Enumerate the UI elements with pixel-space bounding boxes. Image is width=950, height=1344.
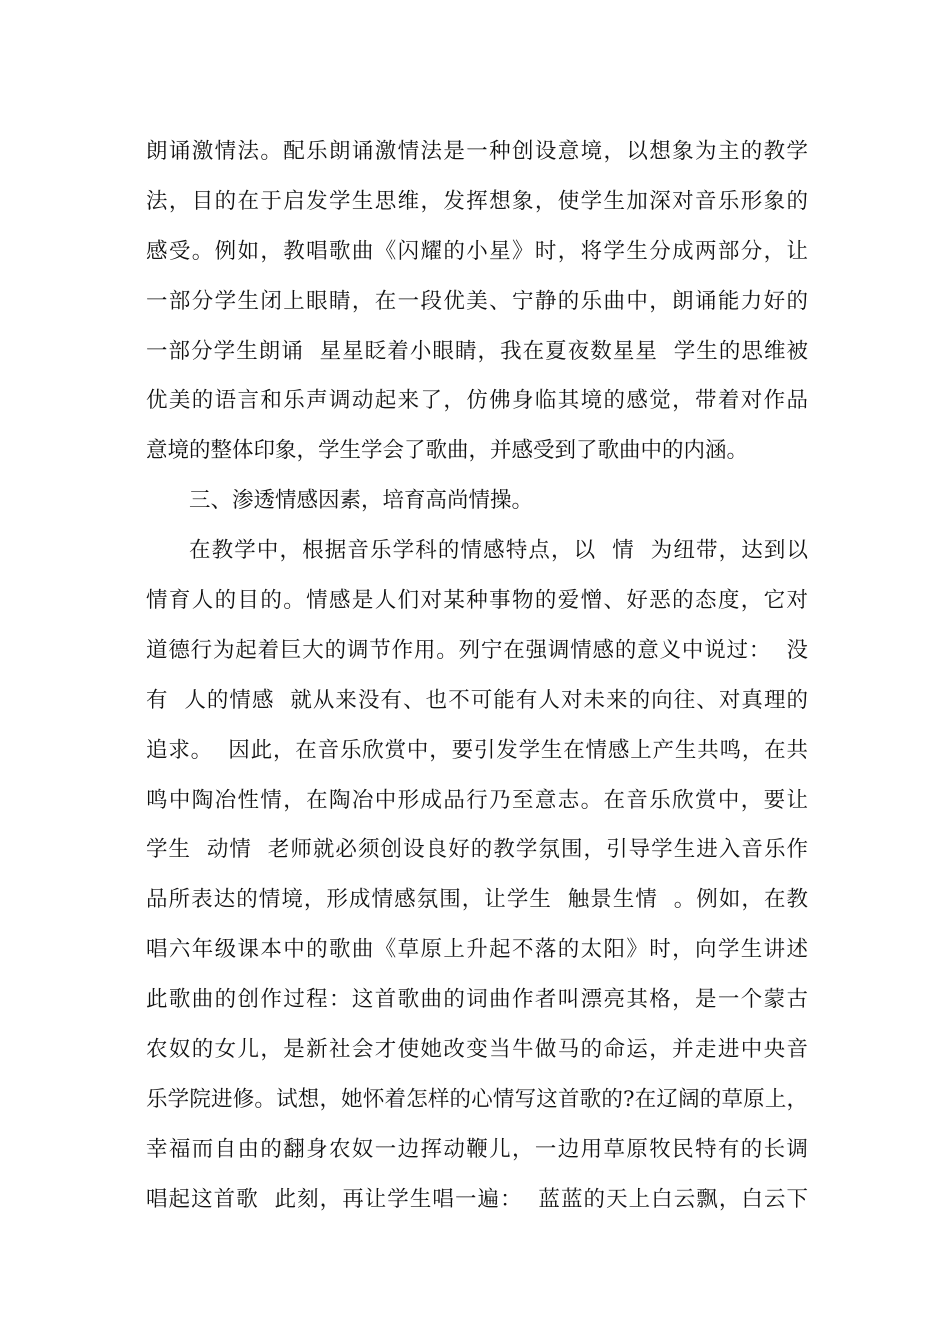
text-line: 唱起这首歌 此刻，再让学生唱一遍： 蓝蓝的天上白云飘，白云下 [146, 1186, 808, 1212]
text-line: 在教学中，根据音乐学科的情感特点，以 情 为纽带，达到以 [189, 538, 808, 564]
text-line: 朗诵激情法。配乐朗诵激情法是一种创设意境，以想象为主的教学 [146, 139, 808, 164]
text-line: 农奴的女儿，是新社会才使她改变当牛做马的命运，并走进中央音 [146, 1037, 808, 1063]
text-line: 一部分学生闭上眼睛，在一段优美、宁静的乐曲中，朗诵能力好的 [146, 288, 808, 314]
text-line: 意境的整体印象，学生学会了歌曲，并感受到了歌曲中的内涵。 [146, 438, 749, 464]
body-text [146, 127, 808, 1225]
text-line: 追求。 因此，在音乐欣赏中，要引发学生在情感上产生共鸣，在共 [146, 737, 808, 763]
text-line: 此歌曲的创作过程：这首歌曲的词曲作者叫漂亮其格，是一个蒙古 [146, 987, 808, 1013]
text-line: 鸣中陶冶性情，在陶冶中形成品行乃至意志。在音乐欣赏中，要让 [146, 787, 808, 813]
text-line: 学生 动情 老师就必须创设良好的教学氛围，引导学生进入音乐作 [146, 837, 808, 863]
text-line: 三、渗透情感因素，培育高尚情操。 [189, 488, 534, 514]
text-line: 情育人的目的。情感是人们对某种事物的爱憎、好恶的态度，它对 [146, 588, 808, 614]
text-line: 唱六年级课本中的歌曲《草原上升起不落的太阳》时，向学生讲述 [146, 937, 808, 963]
text-line: 乐学院进修。试想，她怀着怎样的心情写这首歌的?在辽阔的草原上， [146, 1086, 808, 1112]
text-line: 优美的语言和乐声调动起来了，仿佛身临其境的感觉，带着对作品 [146, 388, 808, 414]
text-line: 一部分学生朗诵 星星眨着小眼睛，我在夏夜数星星 学生的思维被 [146, 338, 808, 364]
text-line: 感受。例如，教唱歌曲《闪耀的小星》时，将学生分成两部分，让 [146, 238, 808, 264]
text-line: 幸福而自由的翻身农奴一边挥动鞭儿，一边用草原牧民特有的长调 [146, 1136, 808, 1162]
text-line: 品所表达的情境，形成情感氛围，让学生 触景生情 。例如，在教 [146, 887, 808, 913]
text-line: 法，目的在于启发学生思维，发挥想象，使学生加深对音乐形象的 [146, 188, 808, 214]
text-line: 有 人的情感 就从来没有、也不可能有人对未来的向往、对真理的 [146, 687, 808, 713]
text-line: 道德行为起着巨大的调节作用。列宁在强调情感的意义中说过： 没 [146, 637, 808, 663]
